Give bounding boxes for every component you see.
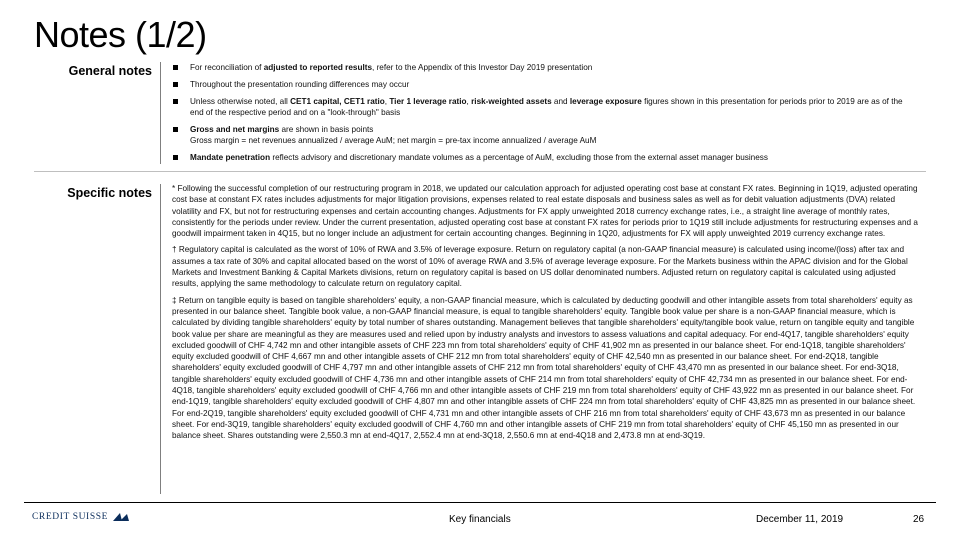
- footer-date: December 11, 2019: [756, 514, 844, 525]
- specific-note-paragraph: † Regulatory capital is calculated as the worst of 10% of RWA and 3.5% of leverage exposure. Return on regulatory capital (a non-GAAP financial measure) is calculated using income/(loss) after tax and assumes a tax rate of 30% and capital allocated based on the worst of 10% of average RWA and 3.5% of average leverage exposure. For the Markets business within the APAC division and for the Global Markets and Investment Banking & Capital Markets divisions, return on regulatory capital is based on US dollar denominated numbers. Adjusted return on regulatory capital is calculated using adjusted results, applying the same methodology to calculate return on regulatory capital.: [172, 245, 908, 289]
- bullet-square-icon: [173, 99, 178, 104]
- general-note-item: Unless otherwise noted, all CET1 capital, CET1 ratio, Tier 1 leverage ratio, risk-weighted assets and leverage exposure figures shown in this presentation for periods prior to 2019 are as of the end of the respective period and on a "look-through" basis: [172, 96, 917, 118]
- section-separator: [34, 171, 926, 172]
- general-note-item: Gross and net margins are shown in basis points Gross margin = net revenues annualized / average AuM; net margin = pre-tax income annualized / average AuM: [172, 124, 917, 146]
- specific-notes-body: [172, 183, 918, 447]
- general-note-item: Throughout the presentation rounding differences may occur: [172, 79, 917, 90]
- sails-icon: [112, 512, 134, 522]
- page-title: Notes (1/2): [34, 14, 207, 55]
- bullet-square-icon: [173, 127, 178, 132]
- bullet-square-icon: [173, 82, 178, 87]
- footer-section-title: Key financials: [449, 514, 511, 525]
- general-note-item: Mandate penetration reflects advisory and discretionary mandate volumes as a percentage of AuM, excluding those from the external asset manager business: [172, 152, 917, 163]
- bullet-square-icon: [173, 65, 178, 70]
- specific-note-paragraph: ‡ Return on tangible equity is based on tangible shareholders' equity, a non-GAAP financial measure, which is calculated by deducting goodwill and other intangible assets from total shareholders' equity as presented in our balance sheet. Tangible book value, a non-GAAP financial measure, is equal to tangible shareholders' equity. Tangible book value per share is a non-GAAP financial measure, which is calculated by dividing tangible shareholders' equity by total number of shares outstanding. Management believes that tangible shareholders' equity/tangible book value, return on tangible equity and tangible book value per share are meaningful as they are measures used and relied upon by industry analysts and investors to assess valuations and capital adequacy. For end-4Q17, tangible shareholders' equity excluded goodwill of CHF 4,742 mn and other intangible assets of CHF 223 mn from total shareholders' equity of CHF 41,902 mn as presented in our balance sheet. For end-1Q18, tangible shareholders' equity excluded goodwill of CHF 4,667 mn and other intangible assets of CHF 212 mn from total shareholders' equity of CHF 42,540 mn as presented in our balance sheet. For end-2Q18, tangible shareholders' equity excluded goodwill of CHF 4,797 mn and other intangible assets of CHF 212 mn from total shareholders' equity of CHF 43,470 mn as presented in our balance sheet. For end-3Q18, tangible shareholders' equity excluded goodwill of CHF 4,736 mn and other intangible assets of CHF 214 mn from total shareholders' equity of CHF 42,734 mn as presented in our balance sheet. For end-4Q18, tangible shareholders' equity excluded goodwill of CHF 4,766 mn and other intangible assets of CHF 219 mn from total shareholders' equity of CHF 43,922 mn as presented in our balance sheet. For end-1Q19, tangible shareholders' equity excluded goodwill of CHF 4,807 mn and other intangible assets of CHF 224 mn from total shareholders' equity of CHF 43,825 mn as presented in our balance sheet. For end-2Q19, tangible shareholders' equity excluded goodwill of CHF 4,731 mn and other intangible assets of CHF 216 mn from total shareholders' equity of CHF 43,673 mn as presented in our balance sheet. For end-3Q19, tangible shareholders' equity excluded goodwill of CHF 4,760 mn and other intangible assets of CHF 219 mn from total shareholders' equity of CHF 45,150 mn as presented in our balance sheet. Shares outstanding were 2,550.3 mn at end-4Q17, 2,552.4 mn at end-3Q18, 2,550.6 mn at end-4Q18 and 2,473.8 mn at end-3Q19.: [172, 295, 916, 441]
- bullet-square-icon: [173, 155, 178, 160]
- general-note-item: For reconciliation of adjusted to reported results, refer to the Appendix of this Investor Day 2019 presentation: [172, 62, 917, 73]
- specific-notes-divider: [160, 184, 161, 494]
- general-notes-label: General notes: [68, 64, 152, 78]
- specific-note-paragraph: * Following the successful completion of our restructuring program in 2018, we updated our calculation approach for adjusted operating cost base at constant FX rates. Beginning in 1Q19, adjusted operating cost base at constant FX rates includes adjustments for major litigation provisions, expenses related to real estate disposals and business sales as well as for debit valuation adjustments (DVA) related volatility and FX, but not for restructuring expenses and certain accounting changes. Adjustments for FX apply unweighted 2018 currency exchange rates, i.e., a straight line average of monthly rates, consistently for the periods under review. Under the current presentation, adjusted operating cost base at constant FX rates for periods prior to 1Q19 still include adjustments for restructuring expenses and a goodwill impairment taken in 4Q15, but no longer include an adjustment for certain accounting changes. Beginning in 1Q20, adjustments for FX will apply unweighted 2019 currency exchange rates.: [172, 184, 918, 239]
- page-number: 26: [913, 514, 925, 525]
- specific-notes-label: Specific notes: [67, 186, 152, 200]
- credit-suisse-logo: [32, 512, 134, 522]
- general-notes-list: [172, 62, 917, 169]
- logo-text: CREDIT SUISSE: [32, 512, 108, 522]
- general-notes-divider: [160, 62, 161, 164]
- footer-rule: [24, 502, 936, 503]
